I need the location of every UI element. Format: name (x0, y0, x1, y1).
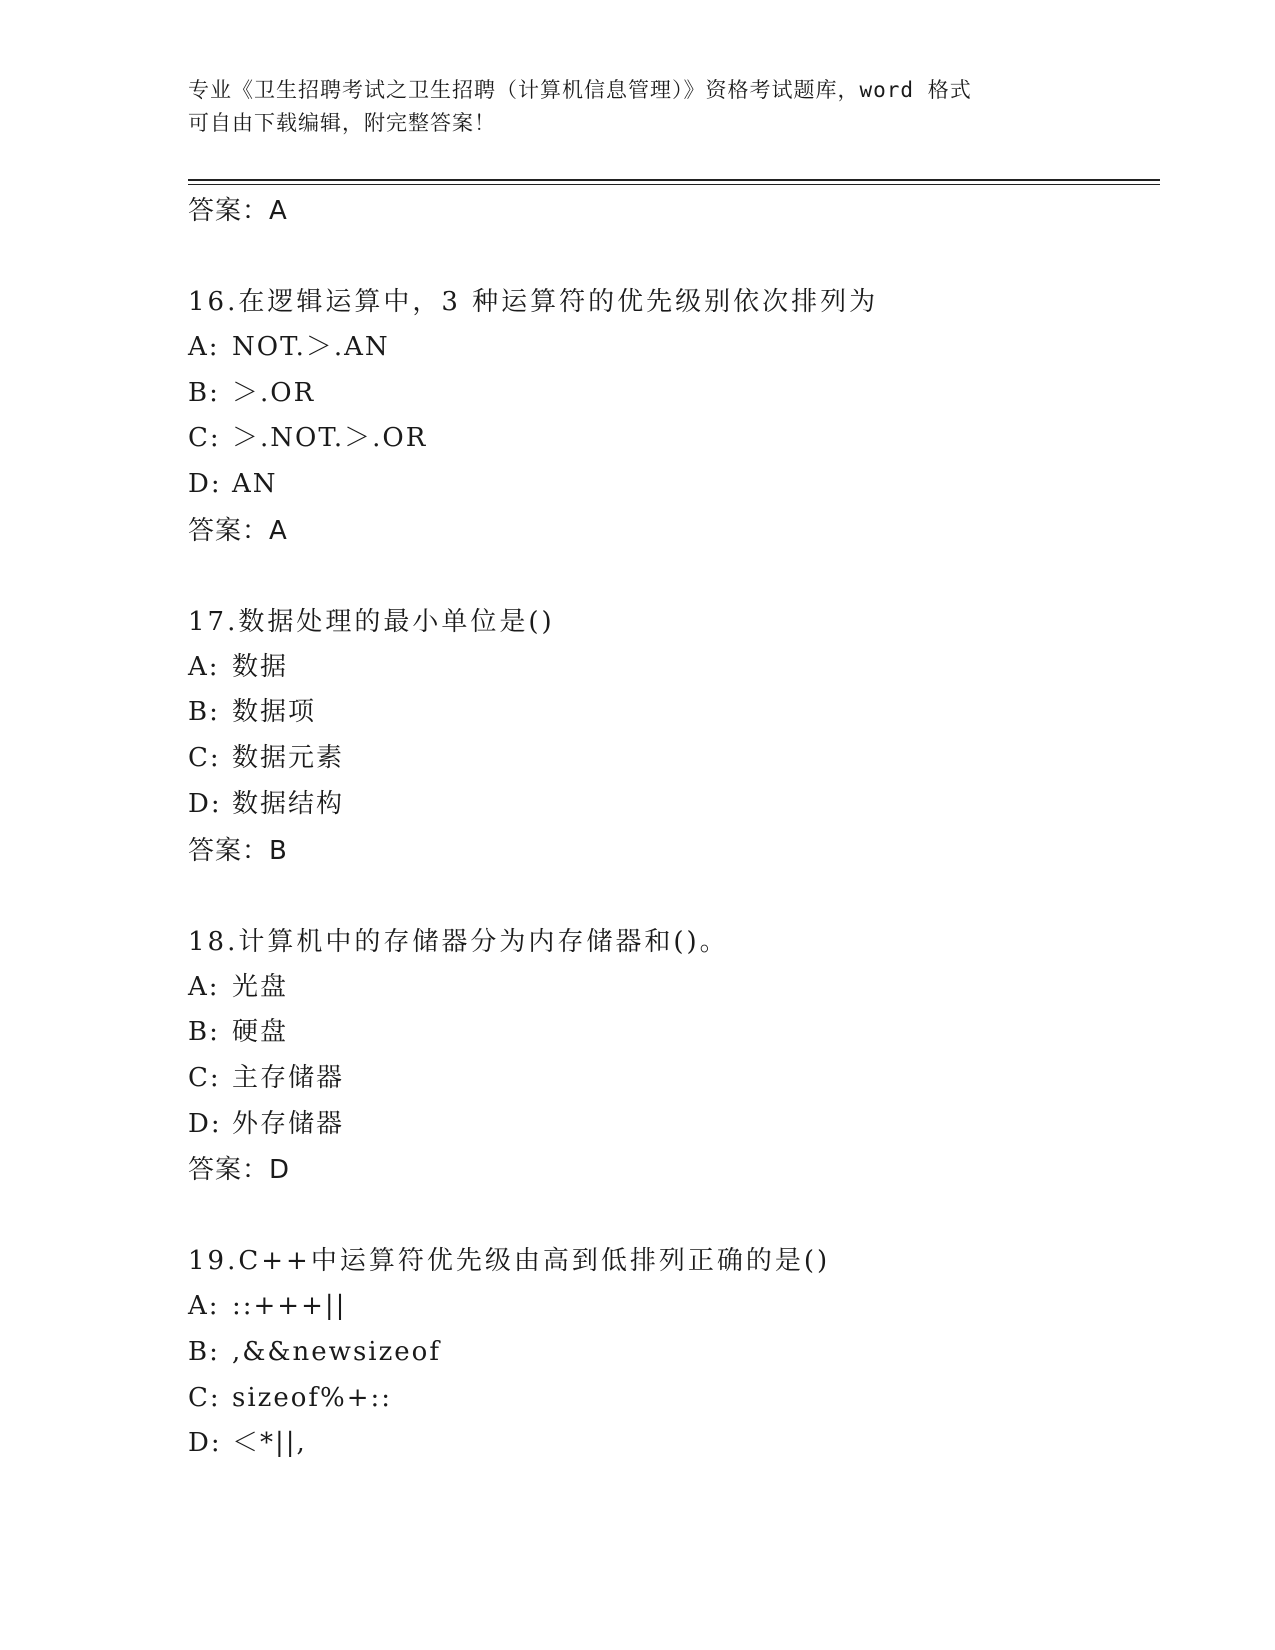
option-text: 光盘 (232, 971, 289, 1002)
question-block (188, 279, 1148, 554)
option-text: 主存储器 (232, 1062, 345, 1093)
option-d (188, 1421, 1148, 1467)
option-a (188, 965, 1148, 1011)
option-letter: A: (188, 332, 220, 362)
option-text: 数据元素 (232, 743, 345, 774)
option-letter: A: (188, 1291, 220, 1322)
header-line-2: 可自由下载编辑，附完整答案！ (188, 111, 496, 135)
option-b (188, 690, 1148, 736)
option-letter: D: (188, 788, 222, 819)
question-block (188, 599, 1148, 874)
option-letter: C: (188, 743, 221, 774)
header-divider-thin (188, 184, 1160, 185)
question-text: 17.数据处理的最小单位是() (188, 606, 555, 637)
option-c (188, 1376, 1148, 1422)
option-d (188, 1102, 1148, 1148)
option-d (188, 462, 1148, 508)
option-c (188, 1056, 1148, 1102)
option-letter: C: (188, 1382, 221, 1413)
option-letter: B: (188, 697, 220, 728)
option-text: 硬盘 (232, 1017, 289, 1048)
option-letter: B: (188, 1017, 220, 1048)
option-text: ,&&newsizeof (232, 1336, 441, 1367)
option-b (188, 1330, 1148, 1376)
option-letter: C: (188, 1062, 221, 1093)
option-d (188, 782, 1148, 828)
option-letter: A: (188, 651, 220, 682)
option-b (188, 1010, 1148, 1056)
option-letter: D: (188, 1428, 222, 1459)
header-divider-thick (188, 179, 1160, 181)
header-line-1: 专业《卫生招聘考试之卫生招聘（计算机信息管理）》资格考试题库，word 格式 (188, 78, 972, 102)
option-text: 数据项 (232, 697, 317, 728)
option-b (188, 371, 1148, 417)
answer-line: 答案：B (188, 835, 288, 866)
document-body (188, 188, 1148, 1467)
option-letter: D: (188, 469, 222, 500)
answer-line: 答案：A (188, 196, 288, 226)
option-text: 数据 (232, 651, 289, 682)
answer-line: 答案：D (188, 1155, 291, 1186)
option-text: AN (232, 469, 278, 500)
document-header (188, 74, 1088, 140)
option-text: ＜*||, (232, 1428, 307, 1459)
question-text: 18.计算机中的存储器分为内存储器和()。 (188, 926, 729, 957)
option-letter: B: (188, 377, 220, 408)
option-a (188, 1284, 1148, 1330)
option-c (188, 736, 1148, 782)
question-text: 19.C++中运算符优先级由高到低排列正确的是() (188, 1246, 831, 1277)
option-text: ＞.NOT.＞.OR (232, 423, 428, 454)
option-text: 外存储器 (232, 1108, 345, 1139)
answer-line: 答案：A (188, 515, 288, 546)
option-letter: D: (188, 1108, 222, 1139)
option-a (188, 645, 1148, 691)
option-text: 数据结构 (232, 788, 345, 819)
option-text: ＞.OR (232, 377, 316, 408)
option-text: sizeof%+:: (232, 1382, 393, 1413)
option-letter: A: (188, 971, 220, 1002)
question-text: 16.在逻辑运算中，3 种运算符的优先级别依次排列为 (188, 287, 879, 317)
option-letter: C: (188, 423, 221, 454)
option-letter: B: (188, 1336, 220, 1367)
option-text: ::+++|| (232, 1291, 347, 1322)
option-c (188, 416, 1148, 462)
question-block (188, 919, 1148, 1194)
option-a (188, 325, 1148, 371)
question-block (188, 1238, 1148, 1467)
option-text: NOT.＞.AN (232, 332, 390, 362)
